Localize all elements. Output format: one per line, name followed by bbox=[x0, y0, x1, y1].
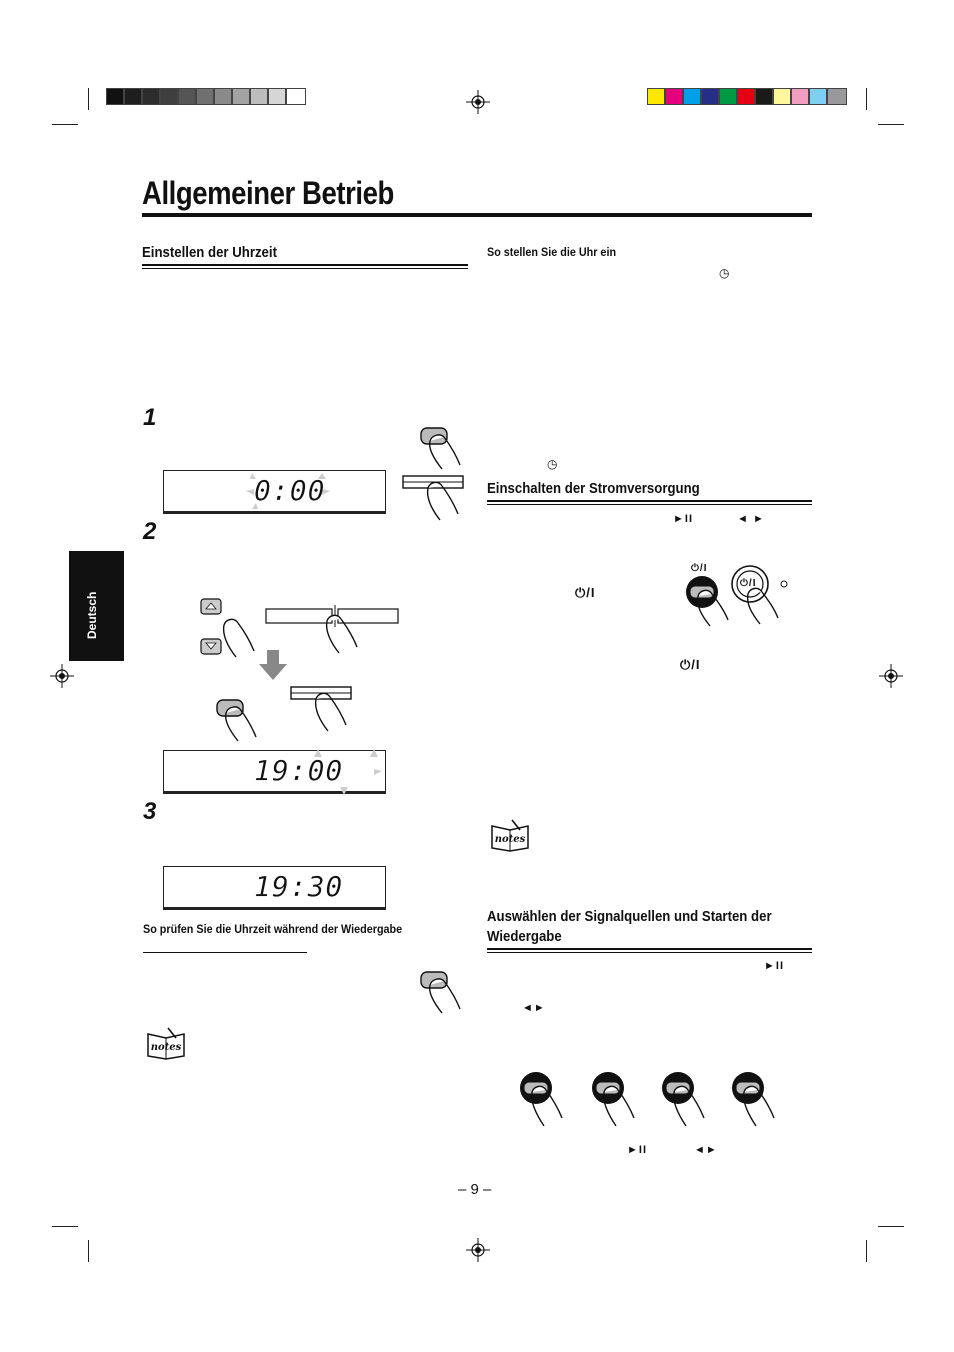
section-heading-source: Auswählen der Signalquellen und Starten der bbox=[487, 908, 772, 925]
gray-swatch bbox=[214, 88, 232, 105]
section-rule bbox=[142, 268, 468, 269]
color-swatch bbox=[755, 88, 773, 105]
step-number: 1 bbox=[143, 404, 157, 431]
finger-press-icon bbox=[402, 474, 468, 524]
section-rule bbox=[487, 500, 812, 502]
tape-direction-glyph: ◄► bbox=[694, 1144, 718, 1156]
color-swatch bbox=[665, 88, 683, 105]
finger-press-icon bbox=[418, 969, 464, 1017]
tape-direction-glyph: ◄ ► bbox=[737, 513, 765, 525]
registration-mark-icon bbox=[466, 90, 490, 114]
tape-direction-glyph: ◄► bbox=[522, 1002, 546, 1014]
gray-swatch bbox=[286, 88, 306, 105]
sun-icon bbox=[781, 581, 787, 587]
color-swatch bbox=[719, 88, 737, 105]
up-down-buttons-icon bbox=[198, 597, 258, 659]
clock-icon: ◷ bbox=[547, 457, 559, 471]
section-rule bbox=[487, 952, 812, 953]
title-rule bbox=[142, 213, 812, 217]
crop-mark bbox=[866, 1240, 867, 1262]
gray-swatch bbox=[250, 88, 268, 105]
lcd-display-2 bbox=[163, 750, 386, 794]
crop-mark bbox=[52, 1226, 78, 1227]
registration-mark-icon bbox=[50, 664, 74, 688]
language-tab-label: Deutsch bbox=[85, 591, 99, 639]
color-swatch bbox=[791, 88, 809, 105]
gray-swatch bbox=[268, 88, 286, 105]
gray-swatch bbox=[160, 88, 178, 105]
down-arrow-icon bbox=[257, 650, 289, 682]
crop-mark bbox=[878, 124, 904, 125]
finger-press-icon bbox=[290, 685, 356, 737]
lcd-time-2: 19:00 bbox=[254, 754, 344, 787]
finger-press-icon bbox=[214, 697, 260, 745]
section-rule bbox=[487, 504, 812, 505]
power-button-label: ⏻/I bbox=[691, 563, 708, 574]
crop-mark bbox=[866, 88, 867, 110]
crop-mark bbox=[88, 1240, 89, 1262]
section-heading-source-2: Wiedergabe bbox=[487, 928, 562, 945]
notes-icon bbox=[146, 1026, 186, 1060]
step-number: 3 bbox=[143, 798, 157, 825]
clock-set-heading: So stellen Sie die Uhr ein bbox=[487, 245, 617, 259]
divider bbox=[143, 952, 307, 953]
language-tab bbox=[69, 551, 124, 661]
gray-swatch bbox=[142, 88, 160, 105]
finger-press-icon bbox=[684, 574, 732, 628]
lcd-display-3 bbox=[163, 866, 386, 910]
section-heading-power: Einschalten der Stromversorgung bbox=[487, 480, 700, 497]
finger-press-icon bbox=[518, 1070, 566, 1128]
notes-icon bbox=[490, 818, 530, 852]
color-swatch bbox=[701, 88, 719, 105]
crop-mark bbox=[878, 1226, 904, 1227]
lcd-time-1: 0:00 bbox=[254, 474, 326, 507]
color-swatch bbox=[737, 88, 755, 105]
color-swatch bbox=[827, 88, 847, 105]
section-rule bbox=[487, 948, 812, 950]
finger-press-icon bbox=[418, 425, 464, 473]
play-pause-glyph: ►II bbox=[764, 960, 784, 972]
gray-swatch bbox=[232, 88, 250, 105]
crop-mark bbox=[88, 88, 89, 110]
page-number: – 9 – bbox=[458, 1181, 492, 1198]
color-swatch bbox=[809, 88, 827, 105]
check-time-heading: So prüfen Sie die Uhrzeit während der Wiedergabe bbox=[143, 922, 403, 936]
power-symbol: ⏻/I bbox=[575, 585, 596, 600]
section-rule bbox=[142, 264, 468, 266]
finger-press-icon bbox=[660, 1070, 708, 1128]
crop-mark bbox=[52, 124, 78, 125]
gray-swatch bbox=[124, 88, 142, 105]
play-pause-glyph: ►II bbox=[627, 1144, 647, 1156]
finger-press-icon bbox=[730, 1070, 778, 1128]
gray-swatch bbox=[178, 88, 196, 105]
finger-press-icon bbox=[590, 1070, 638, 1128]
color-swatch bbox=[647, 88, 665, 105]
section-heading-clock: Einstellen der Uhrzeit bbox=[142, 244, 277, 261]
gray-swatch bbox=[196, 88, 214, 105]
gray-swatch bbox=[106, 88, 124, 105]
color-swatch bbox=[683, 88, 701, 105]
svg-text:notes: notes bbox=[494, 834, 526, 845]
step-number: 2 bbox=[143, 518, 157, 545]
remote-power-button-icon bbox=[730, 564, 792, 628]
power-symbol: ⏻/I bbox=[680, 657, 701, 672]
registration-mark-icon bbox=[879, 664, 903, 688]
play-pause-glyph: ►II bbox=[673, 513, 693, 525]
page-title: Allgemeiner Betrieb bbox=[142, 175, 394, 211]
clock-icon: ◷ bbox=[719, 266, 731, 280]
lcd-time-3: 19:30 bbox=[254, 870, 344, 903]
lcd-display-1 bbox=[163, 470, 386, 514]
registration-mark-icon bbox=[466, 1238, 490, 1262]
power-button-label: ⏻/I bbox=[740, 578, 757, 589]
color-swatch bbox=[773, 88, 791, 105]
svg-text:notes: notes bbox=[150, 1042, 182, 1053]
